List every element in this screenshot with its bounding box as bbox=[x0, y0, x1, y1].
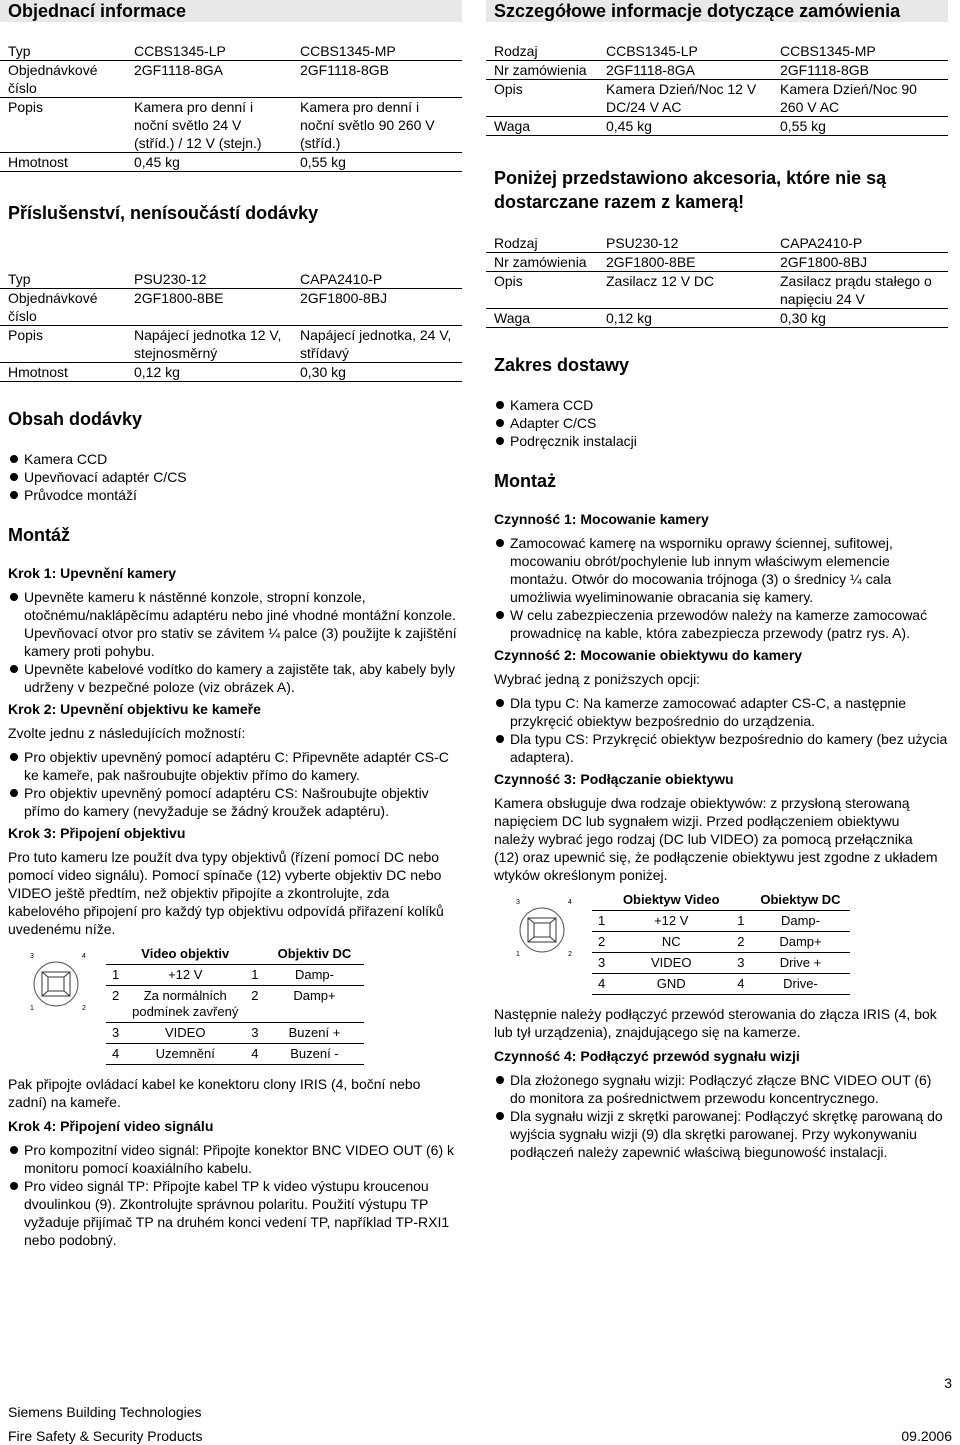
step3-text: Pro tuto kameru lze použít dva typy objektivů (řízení pomocí DC nebo pomocí video signálu). Pomocí spínače (12) vyberte objektiv DC nebo VIDEO ještě předtím, než objektiv připojíte a zkontrolujte, zda kabelového připojení pro každý typ objektivu odpovídá přiřazení kolíků uvedenému níže. bbox=[8, 849, 444, 937]
list-item: Pro objektiv upevněný pomocí adaptéru C: Připevněte adaptér CS-C ke kameře, pak našroubujte objektiv přímo do kamery. bbox=[8, 748, 462, 784]
pin-table-row bbox=[106, 965, 364, 986]
spec-value-b: 0,30 kg bbox=[292, 363, 462, 382]
pin-number: 3 bbox=[731, 953, 750, 974]
pin-header-spacer bbox=[592, 890, 611, 911]
list-item: Podręcznik instalacji bbox=[494, 432, 948, 450]
list-item: Pro video signál TP: Připojte kabel TP k video výstupu kroucenou dvoulinkou (9). Zkontrolujte správnou polaritu. Použití výstupu TP vyžaduje přijímač TP na druhém konci vedení TP, například TP-RXI1 nebo podobný. bbox=[8, 1177, 462, 1249]
pin-header-spacer bbox=[731, 890, 750, 911]
pin-table-row bbox=[106, 986, 364, 1023]
svg-text:2: 2 bbox=[568, 951, 572, 958]
spec-value-a: PSU230-12 bbox=[598, 234, 772, 253]
pin-video-signal: Za normálních podmínek zavřený bbox=[125, 986, 245, 1023]
pin-assignment-pl bbox=[486, 890, 948, 995]
spec-value-a: 0,12 kg bbox=[598, 309, 772, 328]
spec-label: Hmotnost bbox=[0, 153, 126, 172]
spec-value-a: 2GF1800-8BE bbox=[598, 253, 772, 272]
spec-value-a: 0,45 kg bbox=[598, 117, 772, 136]
spec-label: Rodzaj bbox=[486, 234, 598, 253]
step1-title: Krok 1: Upevnění kamery bbox=[8, 565, 177, 581]
spec-row bbox=[486, 117, 948, 136]
svg-text:3: 3 bbox=[516, 899, 520, 906]
spec-label: Typ bbox=[0, 270, 126, 289]
spec-row bbox=[0, 42, 462, 61]
spec-label: Nr zamówienia bbox=[486, 253, 598, 272]
pin-header-spacer bbox=[106, 944, 125, 965]
pin-table-row bbox=[592, 911, 850, 932]
spec-row bbox=[486, 309, 948, 328]
connector-pin-icon bbox=[494, 890, 590, 968]
pin-dc-signal: Buzení + bbox=[264, 1023, 364, 1044]
step1-list-pl bbox=[486, 534, 948, 642]
spec-row bbox=[486, 80, 948, 117]
step4-list bbox=[0, 1141, 462, 1249]
pin-header-dc: Objektiv DC bbox=[264, 944, 364, 965]
pin-number: 4 bbox=[731, 974, 750, 995]
accessories-table-pl bbox=[486, 234, 948, 328]
step4-title: Krok 4: Připojení video signálu bbox=[8, 1118, 214, 1134]
pin-number: 4 bbox=[106, 1044, 125, 1065]
spec-row bbox=[0, 363, 462, 382]
footer-date: 09.2006 bbox=[901, 1428, 952, 1444]
spec-value-b: CCBS1345-MP bbox=[772, 42, 948, 61]
pin-video-signal: +12 V bbox=[611, 911, 731, 932]
order-info-heading: Objednací informace bbox=[0, 0, 462, 22]
pin-video-signal: +12 V bbox=[125, 965, 245, 986]
spec-row bbox=[0, 289, 462, 326]
spec-value-a: Kamera Dzień/Noc 12 V DC/24 V AC bbox=[598, 80, 772, 117]
spec-value-b: 2GF1118-8GB bbox=[772, 61, 948, 80]
spec-row bbox=[0, 61, 462, 98]
list-item: Pro objektiv upevněný pomocí adaptéru CS: Našroubujte objektiv přímo do kamery (nevyžaduje se žádný kroužek adaptéru). bbox=[8, 784, 462, 820]
page-number: 3 bbox=[944, 1375, 952, 1391]
step3-title-pl: Czynność 3: Podłączanie obiektywu bbox=[494, 771, 734, 787]
spec-value-b: 2GF1800-8BJ bbox=[292, 289, 462, 326]
spec-row bbox=[486, 42, 948, 61]
pin-table-row bbox=[592, 932, 850, 953]
spec-label: Objednávkové číslo bbox=[0, 289, 126, 326]
delivery-heading-pl: Zakres dostawy bbox=[494, 355, 630, 375]
spec-value-b: 2GF1800-8BJ bbox=[772, 253, 948, 272]
spec-row bbox=[486, 272, 948, 309]
pin-dc-signal: Damp- bbox=[264, 965, 364, 986]
step2-list-pl bbox=[486, 694, 948, 766]
czech-column bbox=[0, 0, 462, 1249]
list-item: Průvodce montáží bbox=[8, 486, 462, 504]
spec-value-a: 2GF1800-8BE bbox=[126, 289, 292, 326]
pin-number: 1 bbox=[106, 965, 125, 986]
step2-title: Krok 2: Upevnění objektivu ke kameře bbox=[8, 701, 261, 717]
spec-value-b: Kamera pro denní i noční světlo 90 260 V (stříd.) bbox=[292, 98, 462, 153]
list-item: Kamera CCD bbox=[494, 396, 948, 414]
list-item: Adapter C/CS bbox=[494, 414, 948, 432]
step4-list-pl bbox=[486, 1071, 948, 1161]
pin-table-header bbox=[592, 890, 850, 911]
spec-value-b: CAPA2410-P bbox=[292, 270, 462, 289]
spec-label: Typ bbox=[0, 42, 126, 61]
spec-value-a: 2GF1118-8GA bbox=[126, 61, 292, 98]
list-item: Kamera CCD bbox=[8, 450, 462, 468]
pin-table-row bbox=[592, 953, 850, 974]
pin-video-signal: GND bbox=[611, 974, 731, 995]
pin-table-pl bbox=[592, 890, 850, 995]
step3-text-pl: Kamera obsługuje dwa rodzaje obiektywów: z przysłoną sterowaną napięciem DC lub sygnałem wizji. Przed podłączeniem obiektywu należy wybrać jego rodzaj (DC lub VIDEO) za pomocą przełącznika (12) oraz upewnić się, że podłączenie obiektywu jest zgodne z układem wtyków określonym poniżej. bbox=[494, 795, 938, 883]
spec-value-b: 0,55 kg bbox=[772, 117, 948, 136]
pin-table-row bbox=[106, 1044, 364, 1065]
spec-label: Popis bbox=[0, 326, 126, 363]
spec-row bbox=[0, 153, 462, 172]
pin-dc-signal: Damp- bbox=[750, 911, 850, 932]
footer-company: Siemens Building Technologies bbox=[8, 1404, 202, 1420]
svg-text:3: 3 bbox=[30, 953, 34, 960]
pin-number: 3 bbox=[592, 953, 611, 974]
spec-label: Popis bbox=[0, 98, 126, 153]
pin-assignment bbox=[0, 944, 462, 1065]
spec-value-b: CAPA2410-P bbox=[772, 234, 948, 253]
delivery-list-pl bbox=[486, 396, 948, 450]
list-item: W celu zabezpieczenia przewodów należy na kamerze zamocować prowadnicę na kable, która zabezpiecza przewody (patrz rys. A). bbox=[494, 606, 948, 642]
svg-text:1: 1 bbox=[516, 951, 520, 958]
pin-table-row bbox=[592, 974, 850, 995]
spec-label: Waga bbox=[486, 117, 598, 136]
svg-text:1: 1 bbox=[30, 1005, 34, 1012]
list-item: Upevněte kameru k nástěnné konzole, stropní konzole, otočnému/naklápěcímu adaptéru nebo jiné vhodné montážní konzole. Upevňovací otvor pro stativ se závitem ¼ palce (3) použijte k zajištění kamery proti pohybu. bbox=[8, 588, 462, 660]
spec-row bbox=[0, 270, 462, 289]
pin-dc-signal: Drive + bbox=[750, 953, 850, 974]
step2-title-pl: Czynność 2: Mocowanie obiektywu do kamery bbox=[494, 647, 803, 663]
accessories-table bbox=[0, 270, 462, 382]
pin-number: 1 bbox=[245, 965, 264, 986]
spec-value-a: Napájecí jednotka 12 V, stejnosměrný bbox=[126, 326, 292, 363]
list-item: Dla typu C: Na kamerze zamocować adapter CS-C, a następnie przykręcić obiektyw bezpośrednio do urządzenia. bbox=[494, 694, 948, 730]
spec-value-a: CCBS1345-LP bbox=[126, 42, 292, 61]
spec-value-a: 0,12 kg bbox=[126, 363, 292, 382]
pin-table-row bbox=[106, 1023, 364, 1044]
order-info-table bbox=[0, 42, 462, 172]
svg-text:4: 4 bbox=[568, 899, 572, 906]
pin-number: 4 bbox=[592, 974, 611, 995]
delivery-list bbox=[0, 450, 462, 504]
connector-pin-icon bbox=[8, 944, 104, 1022]
spec-value-b: Zasilacz prądu stałego o napięciu 24 V bbox=[772, 272, 948, 309]
list-item: Dla typu CS: Przykręcić obiektyw bezpośrednio do kamery (bez użycia adaptera). bbox=[494, 730, 948, 766]
pin-number: 2 bbox=[245, 986, 264, 1023]
spec-value-b: CCBS1345-MP bbox=[292, 42, 462, 61]
list-item: Upevňovací adaptér C/CS bbox=[8, 468, 462, 486]
spec-value-a: PSU230-12 bbox=[126, 270, 292, 289]
step1-title-pl: Czynność 1: Mocowanie kamery bbox=[494, 511, 709, 527]
spec-row bbox=[0, 98, 462, 153]
pin-dc-signal: Buzení - bbox=[264, 1044, 364, 1065]
pin-number: 3 bbox=[245, 1023, 264, 1044]
list-item: Dla złożonego sygnału wizji: Podłączyć złącze BNC VIDEO OUT (6) do monitora za pośrednictwem przewodu koncentrycznego. bbox=[494, 1071, 948, 1107]
pin-number: 4 bbox=[245, 1044, 264, 1065]
pin-dc-signal: Drive- bbox=[750, 974, 850, 995]
spec-label: Opis bbox=[486, 272, 598, 309]
spec-row bbox=[486, 61, 948, 80]
spec-value-a: CCBS1345-LP bbox=[598, 42, 772, 61]
pin-number: 1 bbox=[731, 911, 750, 932]
pin-dc-signal: Damp+ bbox=[264, 986, 364, 1023]
spec-label: Waga bbox=[486, 309, 598, 328]
mount-heading-pl: Montaż bbox=[494, 471, 556, 491]
spec-row bbox=[0, 326, 462, 363]
spec-value-a: 2GF1118-8GA bbox=[598, 61, 772, 80]
step2-intro: Zvolte jednu z následujících možností: bbox=[8, 725, 246, 741]
spec-label: Hmotnost bbox=[0, 363, 126, 382]
pin-video-signal: VIDEO bbox=[125, 1023, 245, 1044]
spec-row bbox=[486, 234, 948, 253]
mount-heading: Montáž bbox=[8, 525, 70, 545]
pin-table-header bbox=[106, 944, 364, 965]
pin-video-signal: Uzemnění bbox=[125, 1044, 245, 1065]
pin-number: 3 bbox=[106, 1023, 125, 1044]
pin-video-signal: NC bbox=[611, 932, 731, 953]
step3-title: Krok 3: Připojení objektivu bbox=[8, 825, 186, 841]
accessories-heading-pl: Poniżej przedstawiono akcesoria, które nie są dostarczane razem z kamerą! bbox=[494, 168, 887, 212]
svg-text:2: 2 bbox=[82, 1005, 86, 1012]
pin-number: 2 bbox=[106, 986, 125, 1023]
pin-dc-signal: Damp+ bbox=[750, 932, 850, 953]
spec-label: Nr zamówienia bbox=[486, 61, 598, 80]
footer-division: Fire Safety & Security Products bbox=[8, 1428, 203, 1444]
pin-header-video: Video objektiv bbox=[125, 944, 245, 965]
spec-value-a: Kamera pro denní i noční světlo 24 V (stříd.) / 12 V (stejn.) bbox=[126, 98, 292, 153]
spec-row bbox=[486, 253, 948, 272]
step3-after: Pak připojte ovládací kabel ke konektoru clony IRIS (4, boční nebo zadní) na kameře. bbox=[8, 1076, 421, 1110]
pin-header-spacer bbox=[245, 944, 264, 965]
pin-video-signal: VIDEO bbox=[611, 953, 731, 974]
step2-intro-pl: Wybrać jedną z poniższych opcji: bbox=[494, 671, 701, 687]
pin-table bbox=[106, 944, 364, 1065]
list-item: Dla sygnału wizji z skrętki parowanej: Podłączyć skrętkę parowaną do wyjścia sygnału wizji (9) dla skrętki parowanej. Przy wykonywaniu podłączeń należy zapewnić właściwą biegunowość instalacji. bbox=[494, 1107, 948, 1161]
spec-value-b: Kamera Dzień/Noc 90 260 V AC bbox=[772, 80, 948, 117]
spec-label: Objednávkové číslo bbox=[0, 61, 126, 98]
list-item: Zamocować kamerę na wsporniku oprawy ściennej, sufitowej, mocowaniu obrót/pochylenie lub innym właściwym elemencie montażu. Otwór do mocowania trójnoga (3) o średnicy ¼ cala umożliwia wyeliminowanie obracania się kamery. bbox=[494, 534, 948, 606]
pin-header-video: Obiektyw Video bbox=[611, 890, 731, 911]
spec-label: Rodzaj bbox=[486, 42, 598, 61]
accessories-heading: Příslušenství, nenísoučástí dodávky bbox=[8, 203, 319, 223]
polish-column bbox=[486, 0, 948, 1161]
list-item: Upevněte kabelové vodítko do kamery a zajistěte tak, aby kabely byly udrženy v bezpečné poloze (viz obrázek A). bbox=[8, 660, 462, 696]
spec-value-b: 2GF1118-8GB bbox=[292, 61, 462, 98]
pin-header-dc: Obiektyw DC bbox=[750, 890, 850, 911]
order-info-heading-pl: Szczegółowe informacje dotyczące zamówienia bbox=[486, 0, 948, 22]
spec-label: Opis bbox=[486, 80, 598, 117]
step4-title-pl: Czynność 4: Podłączyć przewód sygnału wizji bbox=[494, 1048, 800, 1064]
list-item: Pro kompozitní video signál: Připojte konektor BNC VIDEO OUT (6) k monitoru pomocí koaxiálního kabelu. bbox=[8, 1141, 462, 1177]
pin-number: 1 bbox=[592, 911, 611, 932]
spec-value-b: 0,55 kg bbox=[292, 153, 462, 172]
svg-text:4: 4 bbox=[82, 953, 86, 960]
spec-value-a: 0,45 kg bbox=[126, 153, 292, 172]
step3-after-pl: Następnie należy podłączyć przewód sterowania do złącza IRIS (4, bok lub tył urządzenia), znajdującego się na kamerze. bbox=[494, 1006, 937, 1040]
pin-number: 2 bbox=[592, 932, 611, 953]
spec-value-a: Zasilacz 12 V DC bbox=[598, 272, 772, 309]
spec-value-b: Napájecí jednotka, 24 V, střídavý bbox=[292, 326, 462, 363]
spec-value-b: 0,30 kg bbox=[772, 309, 948, 328]
pin-number: 2 bbox=[731, 932, 750, 953]
step2-list bbox=[0, 748, 462, 820]
order-info-table-pl bbox=[486, 42, 948, 136]
delivery-heading: Obsah dodávky bbox=[8, 409, 143, 429]
step1-list bbox=[0, 588, 462, 696]
